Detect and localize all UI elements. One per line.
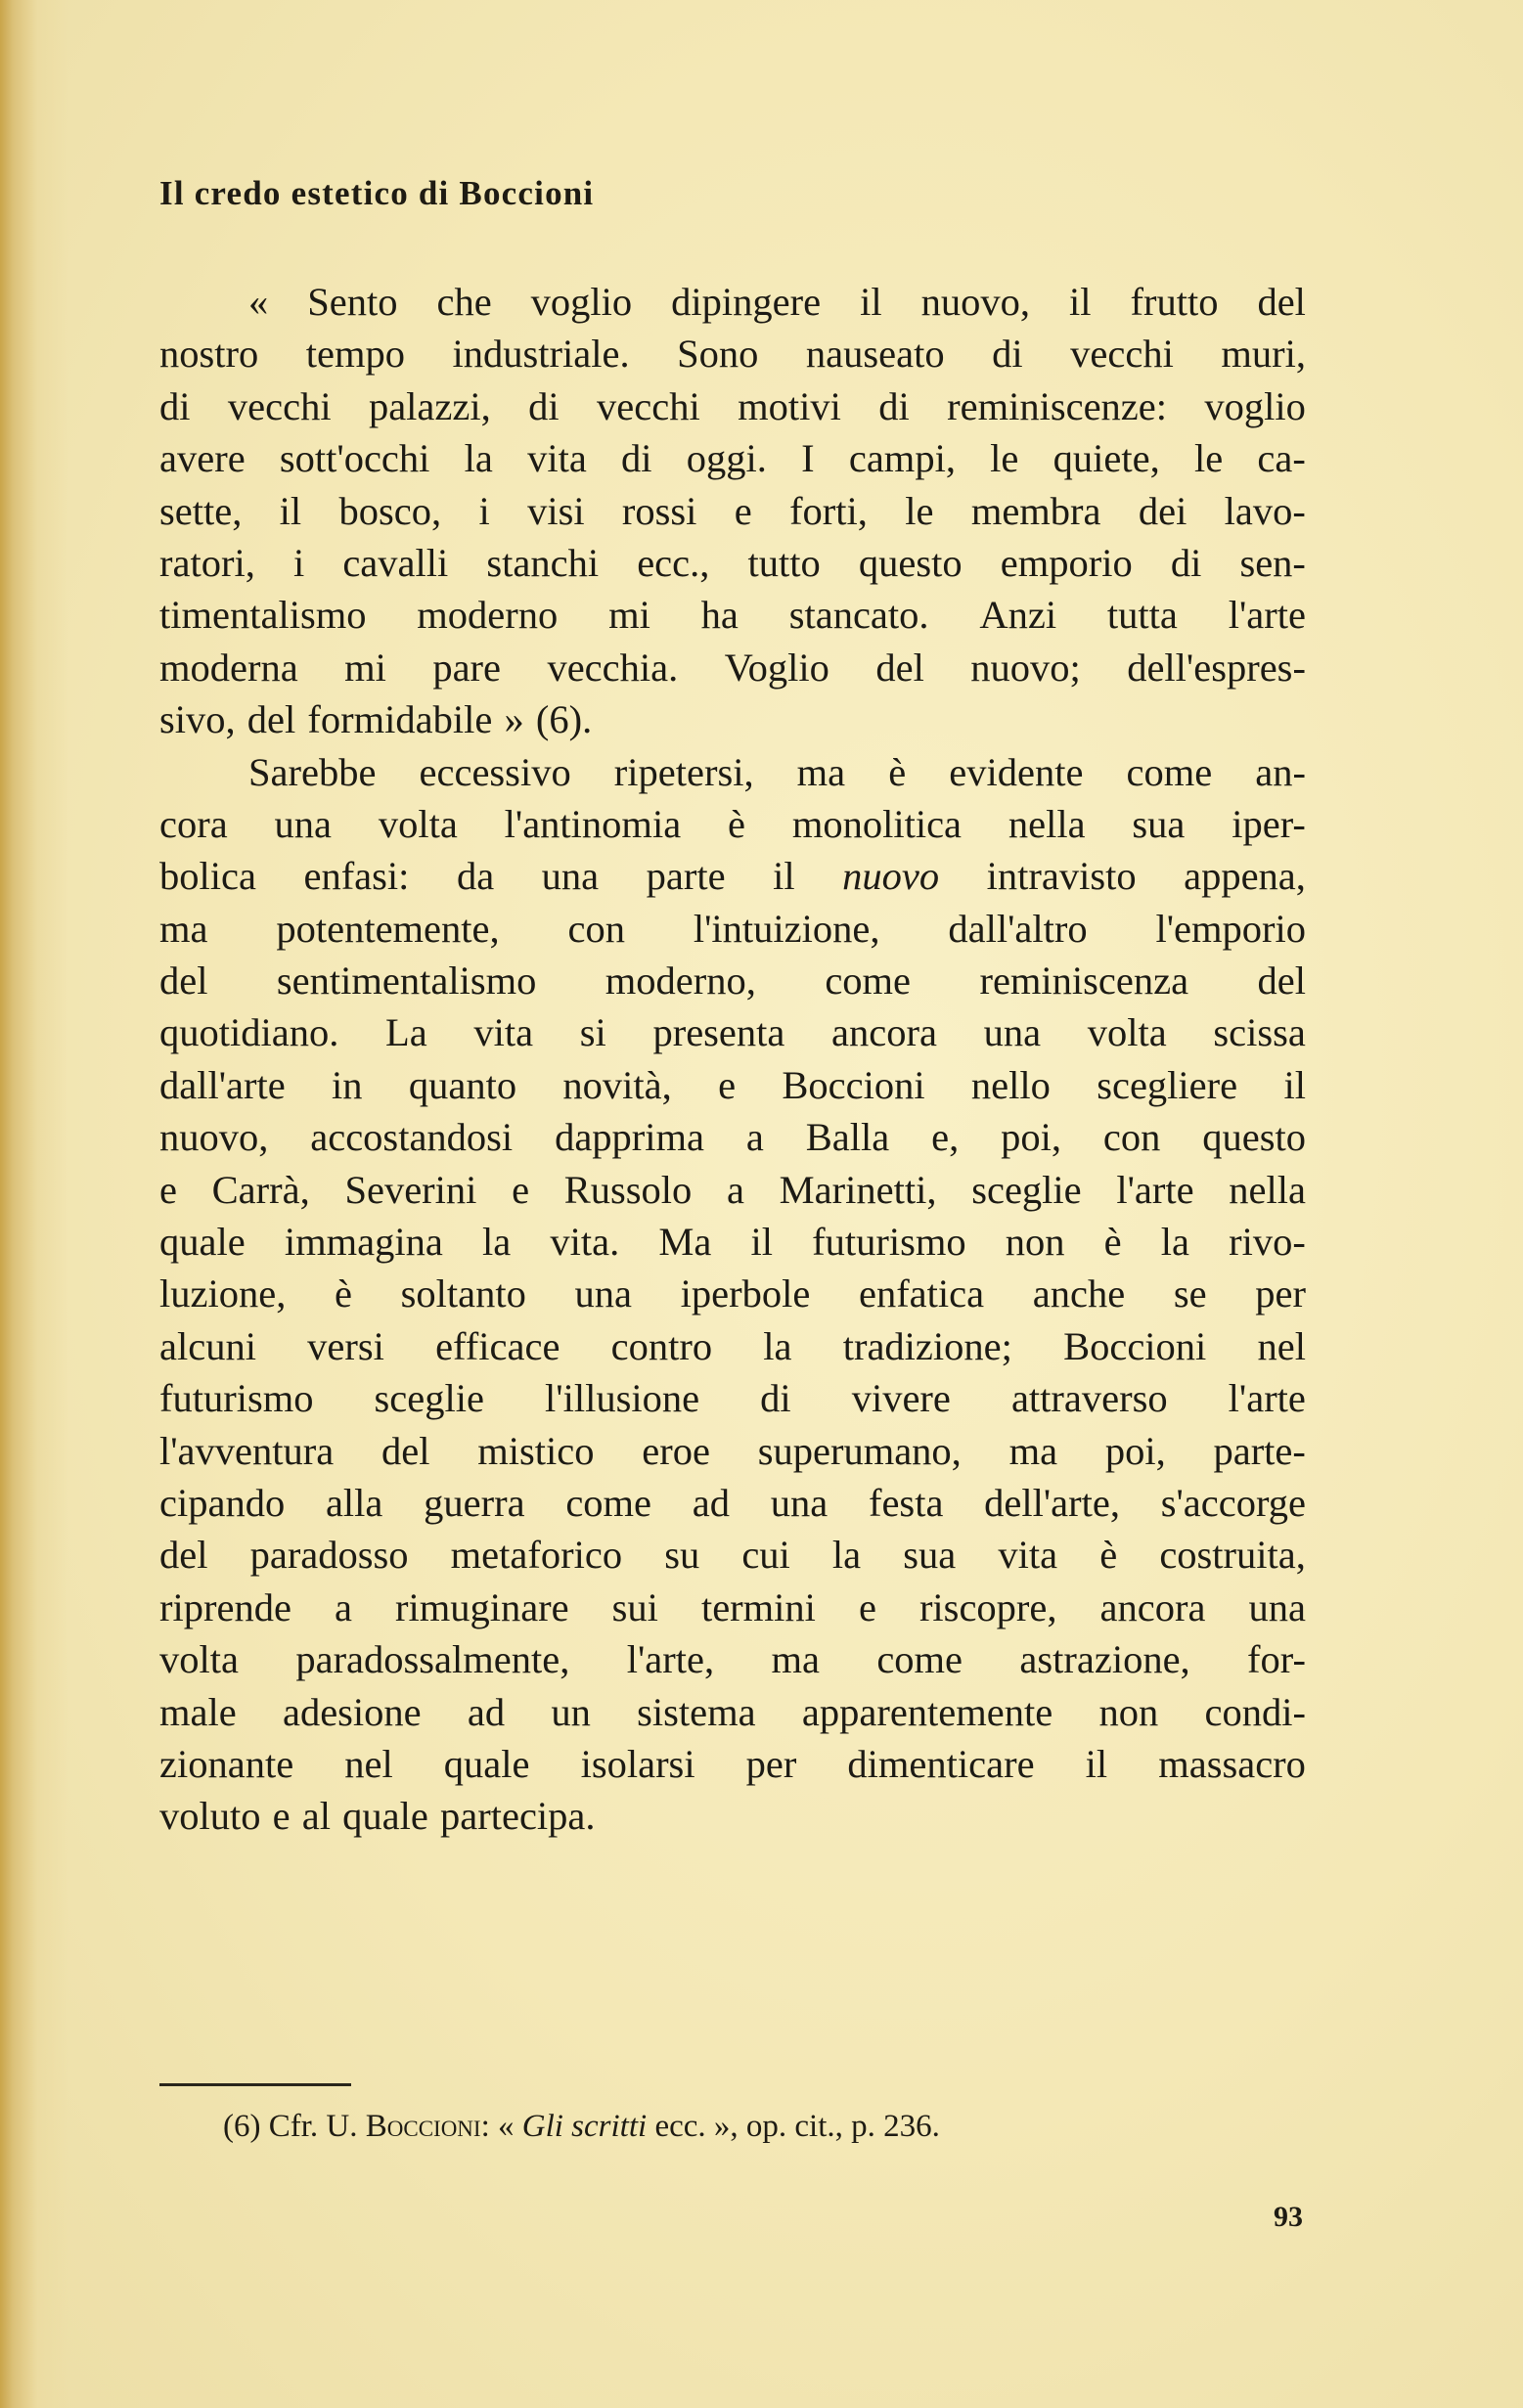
text-line: sivo, del formidabile » (6). (159, 697, 593, 742)
text-line: bolica enfasi: da una parte il nuovo intravisto appena, (159, 854, 1306, 899)
footnote-author: Boccioni (365, 2109, 481, 2144)
text-line: sette, il bosco, i visi rossi e forti, le membra dei lavo- (159, 488, 1306, 533)
paragraph-1 (159, 276, 1306, 746)
text-line: cora una volta l'antinomia è monolitica nella sua iper- (159, 801, 1306, 846)
text-line: quale immagina la vita. Ma il futurismo non è la rivo- (159, 1220, 1306, 1265)
footnote-title: Gli scritti (521, 2109, 648, 2144)
paragraph-2 (159, 746, 1306, 1843)
text-line: volta paradossalmente, l'arte, ma come astrazione, for- (159, 1637, 1306, 1682)
footnote-rule (159, 2083, 351, 2086)
footnote-colon: : (480, 2109, 490, 2144)
text-line: quotidiano. La vita si presenta ancora una volta scissa (159, 1010, 1306, 1055)
text-line: riprende a rimuginare sui termini e riscopre, ancora una (159, 1584, 1306, 1629)
text-line: del paradosso metaforico su cui la sua vita è costruita, (159, 1533, 1306, 1578)
footnote-prefix: Cfr. U. (268, 2109, 358, 2144)
footnote (223, 2105, 940, 2148)
page-number: 93 (1274, 2201, 1303, 2233)
text-line: di vecchi palazzi, di vecchi motivi di reminiscenze: voglio (159, 383, 1306, 428)
text-line: male adesione ad un sistema apparentemente non condi- (159, 1689, 1306, 1734)
text-line: alcuni versi efficace contro la tradizione; Boccioni nel (159, 1323, 1306, 1368)
text-line: ratori, i cavalli stanchi ecc., tutto questo emporio di sen- (159, 540, 1306, 585)
text-line: nostro tempo industriale. Sono nauseato di vecchi muri, (159, 332, 1306, 377)
body-text (159, 276, 1306, 1843)
text-line: « Sento che voglio dipingere il nuovo, il frutto del (248, 280, 1306, 324)
text-line: zionante nel quale isolarsi per dimenticare il massacro (159, 1741, 1306, 1786)
text-line: dall'arte in quanto novità, e Boccioni nello scegliere il (159, 1062, 1306, 1107)
text-line: del sentimentalismo moderno, come reminiscenza del (159, 959, 1306, 1003)
text-line: voluto e al quale partecipa. (159, 1794, 596, 1839)
text-line: Sarebbe eccessivo ripetersi, ma è evidente come an- (248, 749, 1306, 794)
running-head: Il credo estetico di Boccioni (159, 174, 595, 212)
footnote-rest: ecc. », op. cit., p. 236. (654, 2109, 940, 2144)
text-line: ma potentemente, con l'intuizione, dall'altro l'emporio (159, 906, 1306, 951)
text-line: nuovo, accostandosi dapprima a Balla e, poi, con questo (159, 1115, 1306, 1160)
text-line: l'avventura del mistico eroe superumano, ma poi, parte- (159, 1428, 1306, 1473)
text-line: futurismo sceglie l'illusione di vivere attraverso l'arte (159, 1376, 1306, 1421)
footnote-open-quote: « (498, 2109, 515, 2144)
text-line: e Carrà, Severini e Russolo a Marinetti, sceglie l'arte nella (159, 1167, 1306, 1212)
text-line: cipando alla guerra come ad una festa dell'arte, s'accorge (159, 1480, 1306, 1525)
text-line: moderna mi pare vecchia. Voglio del nuovo; dell'espres- (159, 645, 1306, 690)
spine-shadow (0, 0, 68, 2408)
text-line: avere sott'occhi la vita di oggi. I campi, le quiete, le ca- (159, 436, 1306, 481)
text-line: luzione, è soltanto una iperbole enfatica anche se per (159, 1271, 1306, 1316)
footnote-number: (6) (223, 2109, 261, 2144)
text-line: timentalismo moderno mi ha stancato. Anzi tutta l'arte (159, 593, 1306, 638)
